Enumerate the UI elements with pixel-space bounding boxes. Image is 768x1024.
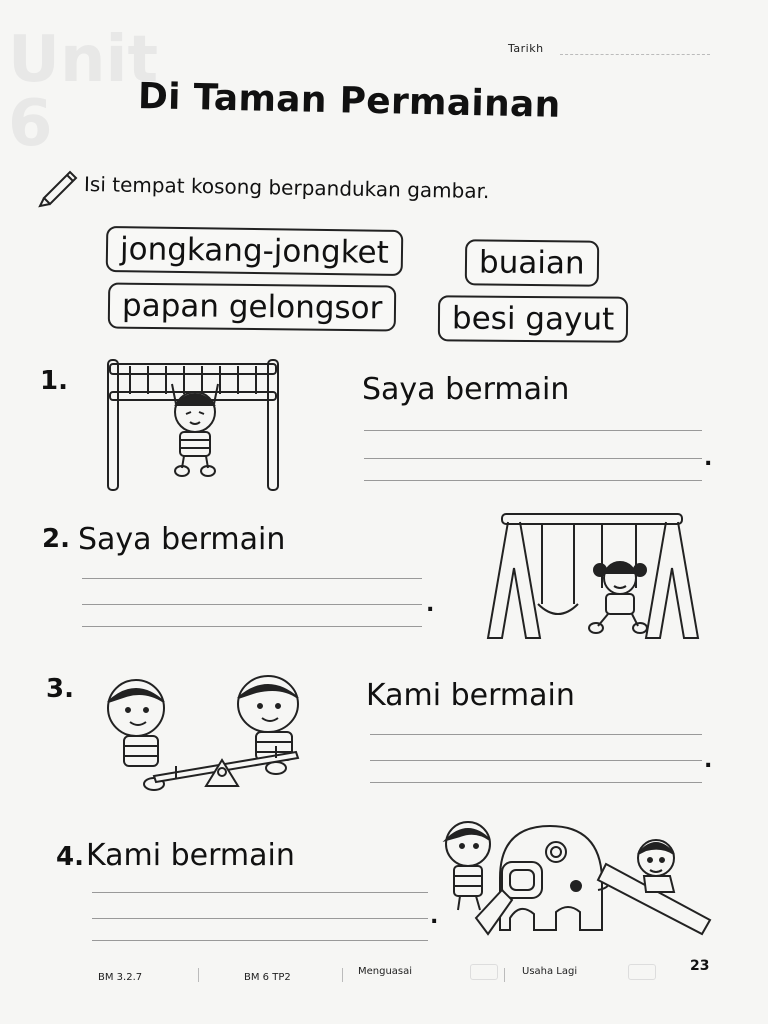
word-jongkang-jongket: jongkang-jongket: [106, 226, 403, 276]
slide-icon: [440, 818, 716, 944]
question-4-number: 4.: [56, 842, 84, 872]
question-1-number: 1.: [40, 366, 68, 396]
answer-line-4c[interactable]: [92, 940, 428, 941]
try-again-checkbox[interactable]: [628, 964, 656, 980]
answer-line-3b[interactable]: [370, 760, 702, 761]
question-2-period: .: [426, 592, 435, 617]
page-title: Di Taman Permainan: [137, 76, 561, 126]
footer-separator: [342, 968, 343, 982]
swing-icon: [480, 508, 706, 644]
answer-line-2c[interactable]: [82, 626, 422, 627]
monkey-bars-icon: [100, 354, 290, 494]
answer-line-3c[interactable]: [370, 782, 702, 783]
pencil-icon: [34, 160, 82, 208]
answer-line-1a[interactable]: [364, 430, 702, 431]
answer-line-3a[interactable]: [370, 734, 702, 735]
footer-separator: [198, 968, 199, 982]
page-number: 23: [690, 958, 710, 974]
mastered-checkbox[interactable]: [470, 964, 498, 980]
question-1-sentence: Saya bermain: [362, 372, 570, 407]
unit-watermark: Unit 6: [8, 23, 159, 161]
answer-line-4b[interactable]: [92, 918, 428, 919]
footer-status-mastered: Menguasai: [358, 966, 413, 977]
footer-separator: [504, 968, 505, 982]
question-2-number: 2.: [42, 524, 70, 554]
question-2-sentence: Saya bermain: [78, 522, 286, 557]
question-1-period: .: [704, 446, 713, 471]
question-3-sentence: Kami bermain: [366, 678, 575, 713]
date-label: Tarikh: [508, 42, 544, 55]
word-buaian: buaian: [465, 239, 599, 286]
question-4-period: .: [430, 904, 439, 929]
answer-line-2b[interactable]: [82, 604, 422, 605]
instruction-text: Isi tempat kosong berpandukan gambar.: [83, 172, 490, 204]
answer-line-1c[interactable]: [364, 480, 702, 481]
question-4-sentence: Kami bermain: [86, 838, 295, 873]
answer-line-4a[interactable]: [92, 892, 428, 893]
question-3-number: 3.: [46, 674, 74, 704]
footer-code-1: BM 3.2.7: [98, 972, 143, 983]
answer-line-1b[interactable]: [364, 458, 702, 459]
word-besi-gayut: besi gayut: [438, 295, 629, 342]
answer-line-2a[interactable]: [82, 578, 422, 579]
question-3-period: .: [704, 748, 713, 773]
seesaw-icon: [96, 668, 310, 798]
date-line: [560, 54, 710, 55]
footer-code-2: BM 6 TP2: [244, 972, 291, 983]
footer-status-try-again: Usaha Lagi: [522, 966, 578, 977]
word-papan-gelongsor: papan gelongsor: [108, 282, 397, 331]
